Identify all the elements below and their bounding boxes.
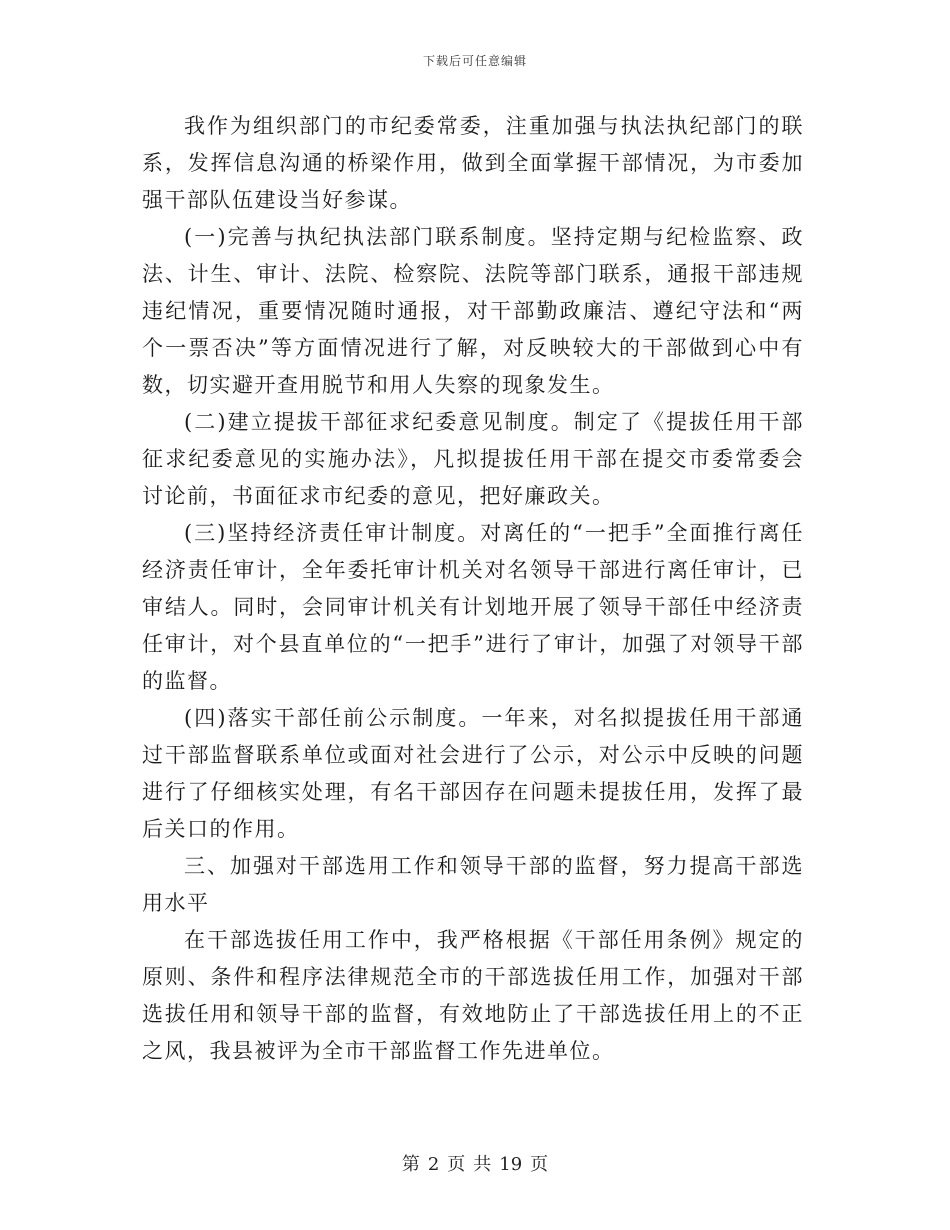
footer-page-label: 页 bbox=[447, 1154, 466, 1175]
current-page-number: 2 bbox=[427, 1154, 440, 1175]
footer-prefix: 第 bbox=[401, 1154, 420, 1175]
paragraph-item-1: (一)完善与执纪执法部门联系制度。坚持定期与纪检监察、政法、计生、审计、法院、检察院、法院等部门联系，通报干部违规违纪情况，重要情况随时通报，对干部勤政廉洁、遵纪守法和“两个一票否决”等方面情况进行了解，对反映较大的干部做到心中有数，切实避开查用脱节和用人失察的现象发生。 bbox=[142, 225, 804, 397]
document-body bbox=[142, 108, 804, 1070]
paragraph-item-3: (三)坚持经济责任审计制度。对离任的“一把手”全面推行离任经济责任审计，全年委托审计机关对名领导干部进行离任审计，已审结人。同时，会同审计机关有计划地开展了领导干部任中经济责任审计，对个县直单位的“一把手”进行了审计，加强了对领导干部的监督。 bbox=[142, 521, 804, 693]
paragraph-item-4: (四)落实干部任前公示制度。一年来，对名拟提拔任用干部通过干部监督联系单位或面对社会进行了公示，对公示中反映的问题进行了仔细核实处理，有名干部因存在问题未提拔任用，发挥了最后关口的作用。 bbox=[142, 706, 804, 841]
paragraph-intro: 我作为组织部门的市纪委常委，注重加强与执法执纪部门的联系，发挥信息沟通的桥梁作用，做到全面掌握干部情况，为市委加强干部队伍建设当好参谋。 bbox=[142, 114, 804, 212]
paragraph-item-2: (二)建立提拔干部征求纪委意见制度。制定了《提拔任用干部征求纪委意见的实施办法》，凡拟提拔任用干部在提交市委常委会讨论前，书面征求市纪委的意见，把好廉政关。 bbox=[142, 410, 804, 508]
page-footer bbox=[0, 1150, 950, 1176]
paragraph-section-body: 在干部选拔任用工作中，我严格根据《干部任用条例》规定的原则、条件和程序法律规范全市的干部选拔任用工作，加强对干部选拔任用和领导干部的监督，有效地防止了干部选拔任用上的不正之风，我县被评为全市干部监督工作先进单位。 bbox=[142, 928, 804, 1063]
header-note: 下载后可任意编辑 bbox=[422, 54, 527, 68]
footer-total-prefix: 共 bbox=[473, 1154, 492, 1175]
total-pages-number: 19 bbox=[499, 1154, 523, 1175]
section-heading: 三、加强对干部选用工作和领导干部的监督，努力提高干部选用水平 bbox=[142, 854, 804, 915]
footer-suffix: 页 bbox=[530, 1154, 549, 1175]
